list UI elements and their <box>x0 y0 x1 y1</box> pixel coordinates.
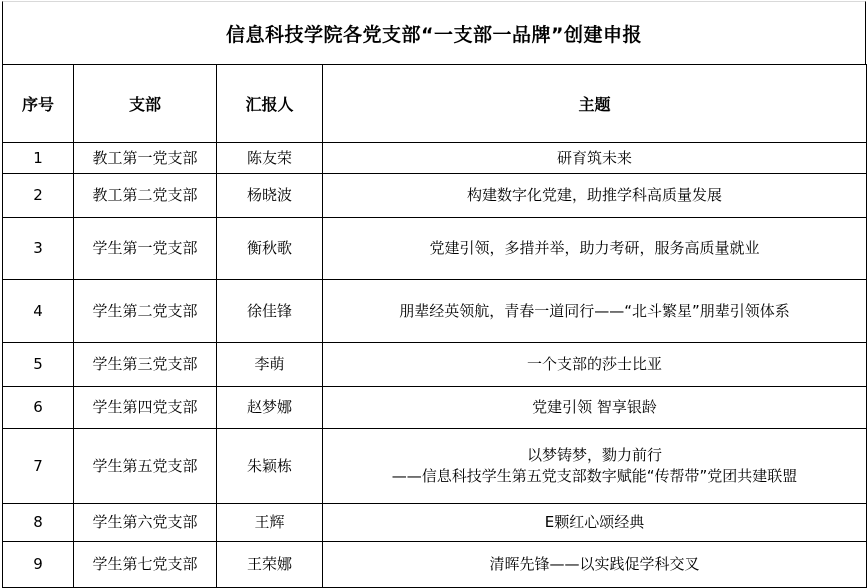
cell-branch[interactable]: 学生第五党支部 <box>74 429 217 504</box>
cell-index[interactable]: 8 <box>3 504 74 542</box>
cell-branch[interactable]: 学生第六党支部 <box>74 504 217 542</box>
table-row <box>3 387 867 429</box>
cell-branch[interactable]: 教工第二党支部 <box>74 174 217 218</box>
cell-theme[interactable] <box>323 343 867 387</box>
theme-line: 党建引领，多措并举，助力考研，服务高质量就业 <box>429 239 760 257</box>
cell-index[interactable]: 5 <box>3 343 74 387</box>
cell-reporter[interactable]: 王荣娜 <box>217 542 323 588</box>
cell-branch[interactable]: 学生第二党支部 <box>74 280 217 343</box>
cell-reporter[interactable]: 王辉 <box>217 504 323 542</box>
cell-index[interactable]: 9 <box>3 542 74 588</box>
cell-index[interactable]: 7 <box>3 429 74 504</box>
cell-reporter[interactable]: 陈友荣 <box>217 143 323 174</box>
cell-index[interactable]: 4 <box>3 280 74 343</box>
table-row <box>3 504 867 542</box>
table-row <box>3 174 867 218</box>
cell-index[interactable]: 2 <box>3 174 74 218</box>
theme-line: 党建引领 智享银龄 <box>532 398 657 416</box>
header-reporter[interactable]: 汇报人 <box>217 65 323 143</box>
cell-theme[interactable] <box>323 174 867 218</box>
header-theme[interactable]: 主题 <box>323 65 867 143</box>
report-table <box>2 64 867 588</box>
theme-line: 一个支部的莎士比亚 <box>526 355 662 373</box>
cell-theme[interactable] <box>323 542 867 588</box>
table-body <box>3 143 867 588</box>
theme-line: E颗红心颂经典 <box>544 513 645 531</box>
header-index[interactable]: 序号 <box>3 65 74 143</box>
table-row <box>3 429 867 504</box>
table-row <box>3 343 867 387</box>
cell-index[interactable]: 6 <box>3 387 74 429</box>
theme-line: ——信息科技学生第五党支部数字赋能“传帮带”党团共建联盟 <box>391 467 798 485</box>
table-row <box>3 143 867 174</box>
cell-branch[interactable]: 教工第一党支部 <box>74 143 217 174</box>
cell-index[interactable]: 1 <box>3 143 74 174</box>
table-row <box>3 218 867 280</box>
cell-reporter[interactable]: 朱颖栋 <box>217 429 323 504</box>
cell-theme[interactable] <box>323 143 867 174</box>
cell-reporter[interactable]: 徐佳锋 <box>217 280 323 343</box>
cell-reporter[interactable]: 赵梦娜 <box>217 387 323 429</box>
cell-reporter[interactable]: 衡秋歌 <box>217 218 323 280</box>
header-row <box>3 65 867 143</box>
theme-line: 清晖先锋——以实践促学科交叉 <box>489 555 700 573</box>
cell-branch[interactable]: 学生第三党支部 <box>74 343 217 387</box>
theme-line: 研育筑未来 <box>556 148 632 167</box>
cell-branch[interactable]: 学生第四党支部 <box>74 387 217 429</box>
table-row <box>3 542 867 588</box>
cell-theme[interactable] <box>323 387 867 429</box>
cell-theme[interactable] <box>323 280 867 343</box>
cell-theme[interactable] <box>323 504 867 542</box>
theme-line: 朋辈经英领航，青春一道同行——“北斗繁星”朋辈引领体系 <box>399 301 790 320</box>
cell-theme[interactable] <box>323 218 867 280</box>
table-row <box>3 280 867 343</box>
theme-line: 以梦铸梦，勠力前行 <box>526 446 662 464</box>
cell-branch[interactable]: 学生第一党支部 <box>74 218 217 280</box>
cell-index[interactable]: 3 <box>3 218 74 280</box>
theme-line: 构建数字化党建，助推学科高质量发展 <box>466 186 722 204</box>
cell-reporter[interactable]: 杨晓波 <box>217 174 323 218</box>
table-title: 信息科技学院各党支部“一支部一品牌”创建申报 <box>2 1 866 65</box>
cell-reporter[interactable]: 李萌 <box>217 343 323 387</box>
cell-branch[interactable]: 学生第七党支部 <box>74 542 217 588</box>
cell-theme[interactable] <box>323 429 867 504</box>
header-branch[interactable]: 支部 <box>74 65 217 143</box>
